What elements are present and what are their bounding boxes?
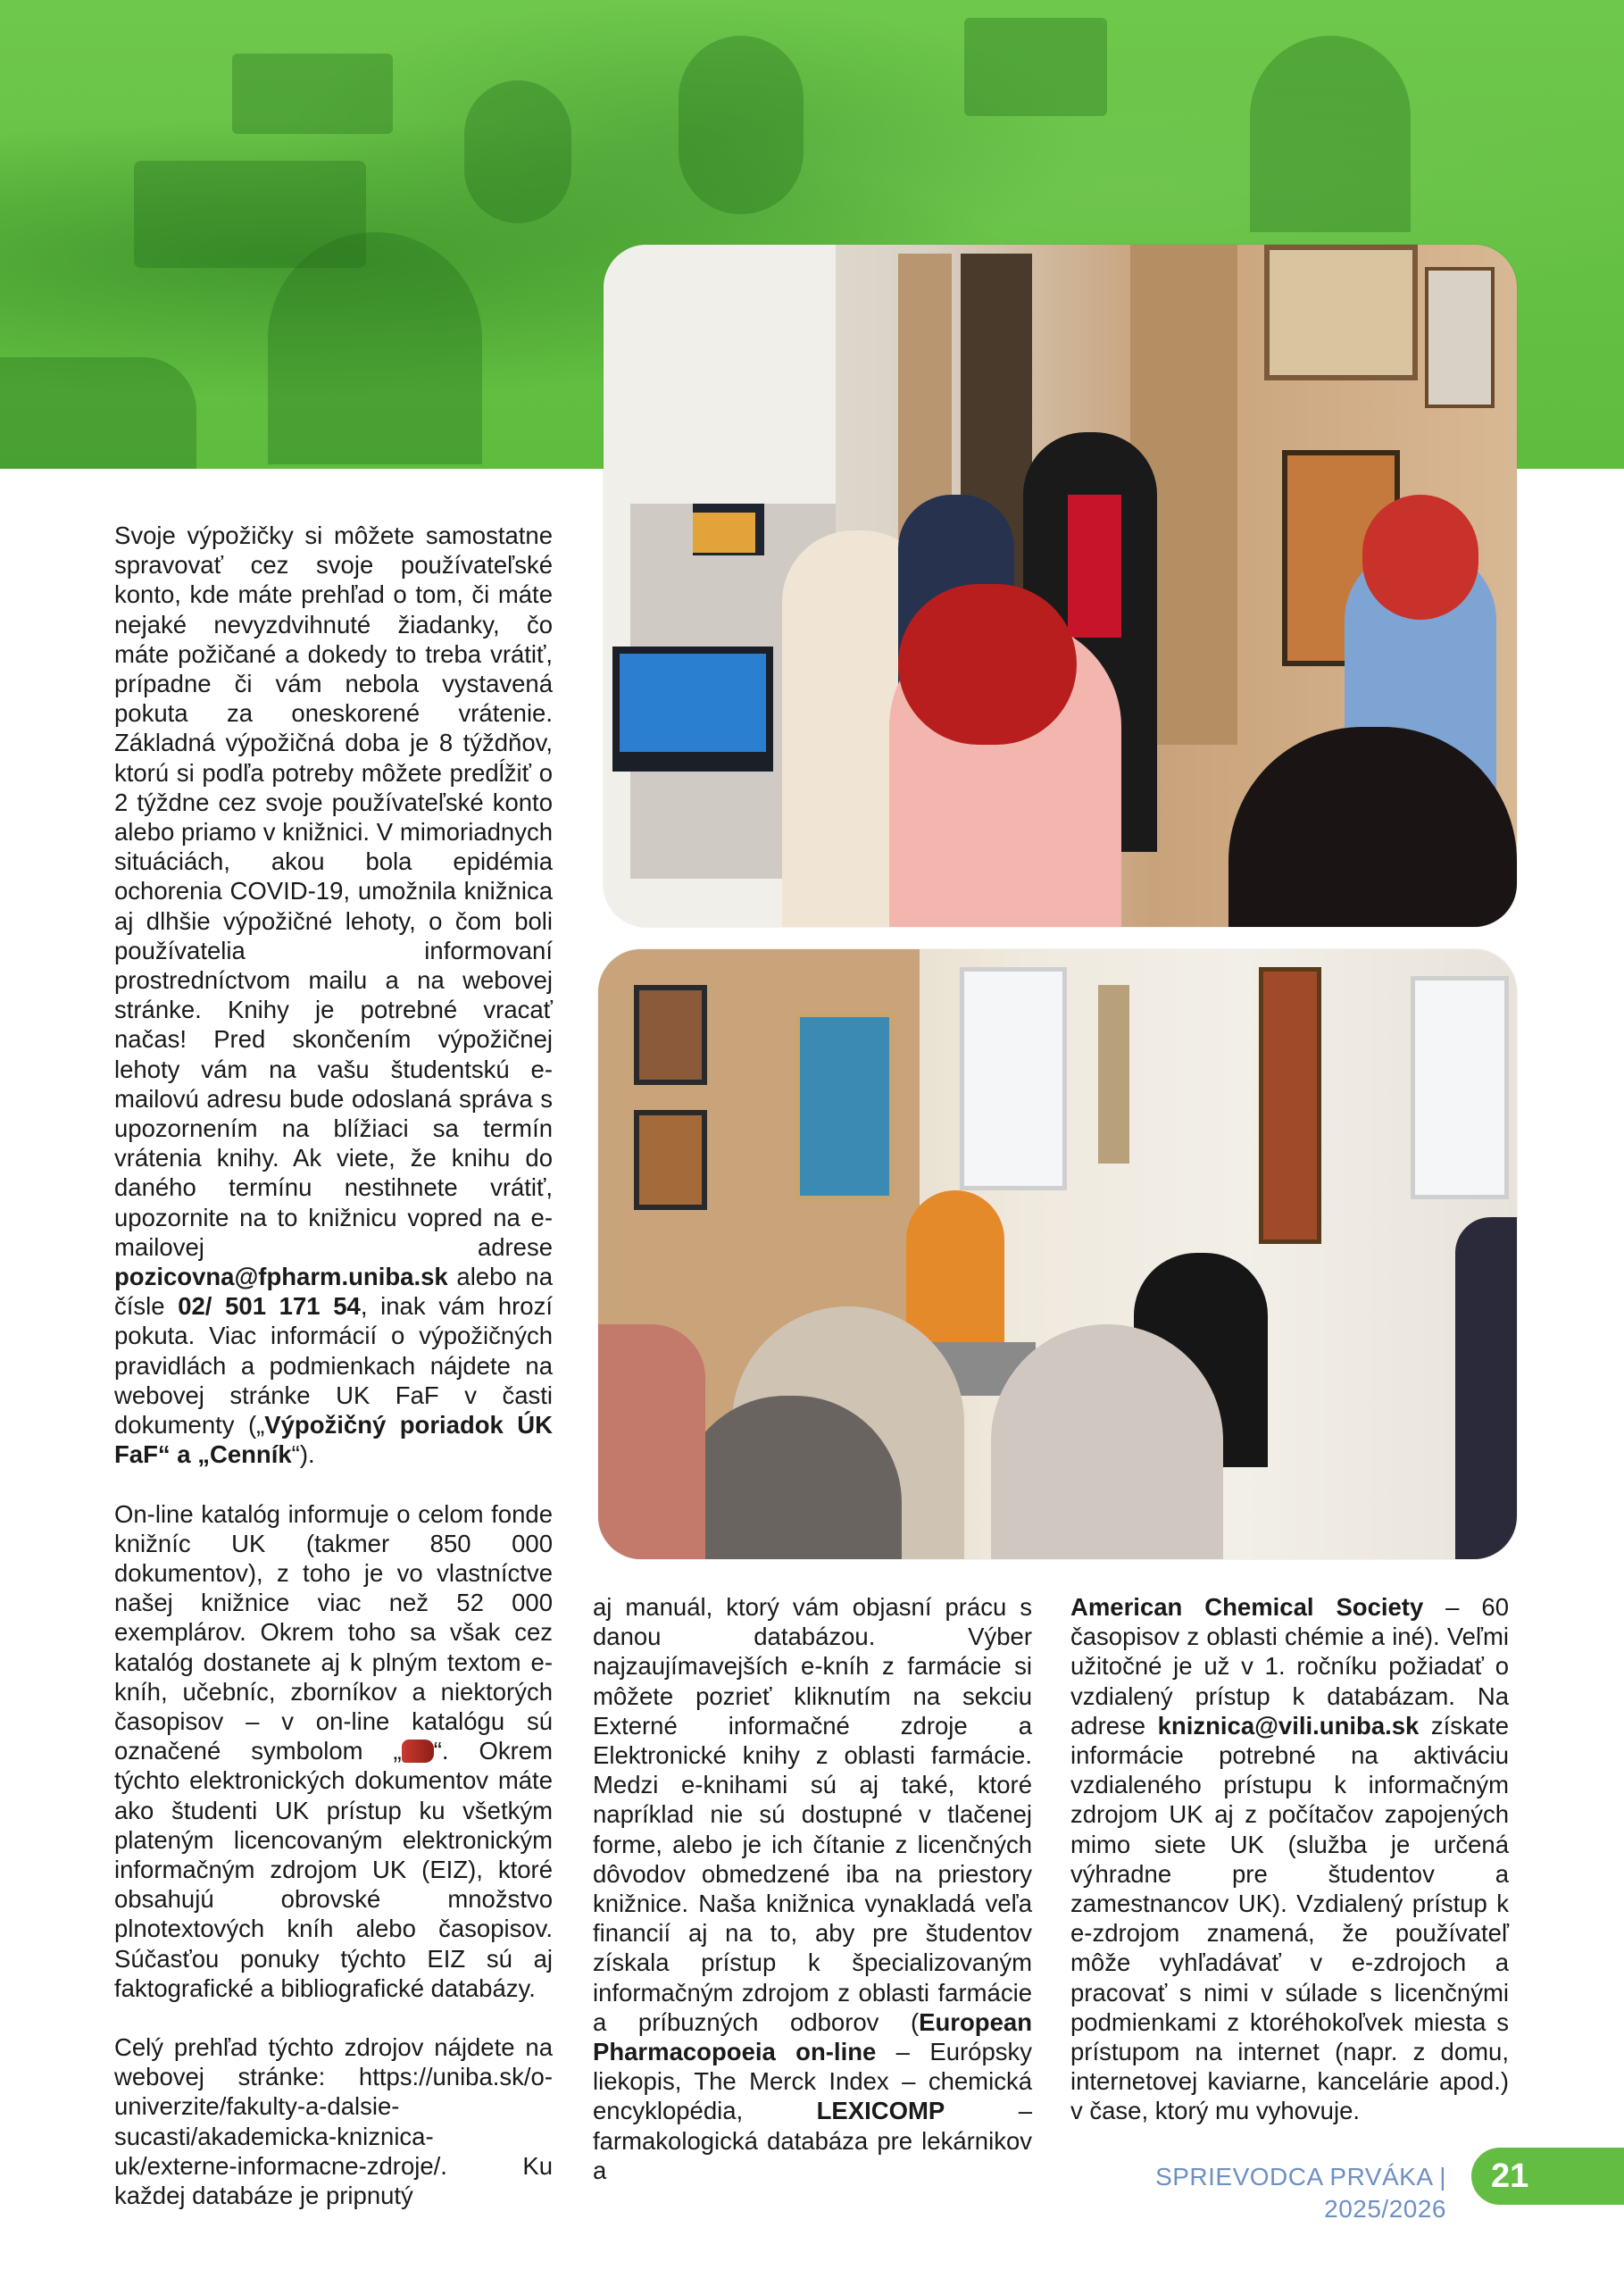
european-pharmacopoeia: European Pharmacopoeia on-line [593,2007,1032,2066]
text-column-1 [114,521,553,2240]
library-event-photo [598,949,1517,1559]
remote-access-email[interactable]: kniznica@vili.uniba.sk [1157,1711,1420,1740]
library-reception-photo [604,245,1517,927]
catalog-paragraph: On-line katalóg informuje o celom fonde knižníc UK (takmer 850 000 dokumentov), z toho je vo vlastníctve našej knižnice viac než 52 000 exemplárov. Okrem toho sa však cez katalóg dostanete aj k plným textom e-kníh, učebníc, zborníkov a niektorých časopisov – v on-line katalógu sú označené symbolom „ “. Okrem týchto elektronických dokumentov máte ako študenti UK prístup ku všetkým plateným licencovaným elektronickým informačným zdrojom UK (EIZ), ktoré obsahujú obrovské množstvo plnotextových kníh alebo časopisov. Súčasťou ponuky týchto EIZ sú aj faktografické a bibliografické databázy. [114,1499,553,2002]
american-chemical-society: American Chemical Society [1070,1593,1424,1621]
publication-footer: SPRIEVODCA PRVÁKA | 2025/2026 [1155,2163,1446,2223]
remote-access-paragraph: American Chemical Society – 60 časopisov z oblasti chémie a iné). Veľmi užitočné je už v 1. ročníku požiadať o vzdialený prístup k databázam. Na adrese kniznica@vili.uniba.sk získate informácie potrebné na aktiváciu vzdialeného prístupu k informačným zdrojom UK aj z počítačov zapojených mimo siete UK (služba je určená výhradne pre študentov a zamestnancov UK). Vzdialený prístup k e-zdrojom znamená, že používateľ môže vyhľadávať v e-zdrojoch a pracovať s nimi v súlade s licenčnými podmienkami z ktoréhokoľvek miesta s prístupom na internet (napr. z domu, internetovej kaviarne, kancelárie apod.) v čase, ktorý mu vyhovuje. [1070,1593,1509,2125]
sources-paragraph: Celý prehľad týchto zdrojov nájdete na webovej stránke: https://uniba.sk/o-univerzite/fakulty-a-dalsie-sucasti/akademicka-kniznica-uk/externe-informacne-zdroje/. Ku každej databáze je pripnutý [114,2032,553,2209]
loans-email[interactable]: pozicovna@fpharm.uniba.sk [114,1263,448,1291]
red-ebook-icon [402,1740,434,1763]
loans-phone: 02/ 501 171 54 [178,1292,361,1321]
page-number: 21 [1491,2157,1529,2195]
lexicomp: LEXICOMP [816,2097,945,2125]
loans-rules-doc: Výpožičný poriadok ÚK FaF“ a „Cenník [114,1411,553,1469]
loans-paragraph: Svoje výpožičky si môžete samostatne spravovať cez svoje používateľské konto, kde máte prehľad o tom, či máte nejaké nevyzdvihnuté žiadanky, čo máte požičané a dokedy to treba vrátiť, prípadne či vám nebola vystavená pokuta za oneskorené vrátenie. Základná výpožičná doba je 8 týždňov, ktorú si podľa potreby môžete predĺžiť o 2 týždne cez svoje používateľské konto alebo priamo v knižnici. V mimoriadnych situáciách, akou bola epidémia ochorenia COVID-19, umožnila knižnica aj dlhšie výpožičné lehoty, o čom boli používatelia informovaní prostredníctvom mailu a na webovej stránke. Knihy je potrebné vracať načas! Pred skončením výpožičnej lehoty vám na vašu študentskú e-mailovú adresu bude odoslaná správa s upozornením na blížiaci sa termín vrátenia knihy. Ak viete, že knihu do daného termínu nestihnete vrátiť, upozornite na to knižnicu vopred na e-mailovej adrese pozicovna@fpharm.uniba.sk alebo na čísle 02/ 501 171 54, inak vám hrozí pokuta. Viac informácií o výpožičných pravidlách a podmienkach nájdete na webovej stránke UK FaF v časti dokumenty („Výpožičný poriadok ÚK FaF“ a „Cenník“). [114,522,553,1469]
ebooks-paragraph: aj manuál, ktorý vám objasní prácu s danou databázou. Výber najzaujímavejších e-kníh z farmácie si môžete pozrieť kliknutím na sekciu Externé informačné zdroje a Elektronické knihy z oblasti farmácie. Medzi e-knihami sú aj také, ktoré napríklad nie sú dostupné v tlačenej forme, alebo je ich čítanie z licenčných dôvodov obmedzené iba na priestory knižnice. Naša knižnica vynakladá veľa financií aj na to, aby pre študentov získala prístup k špecializovaným informačným zdrojom z oblasti farmácie a príbuzných odborov (European Pharmacopoeia on-line – Európsky liekopis, The Merck Index – chemická encyklopédia, LEXICOMP – farmakologická databáza pre lekárnikov a [593,1593,1032,2184]
text-column-2 [593,1592,1032,2215]
page-number-badge [1471,2148,1624,2205]
text-column-3 [1070,1592,1509,2156]
